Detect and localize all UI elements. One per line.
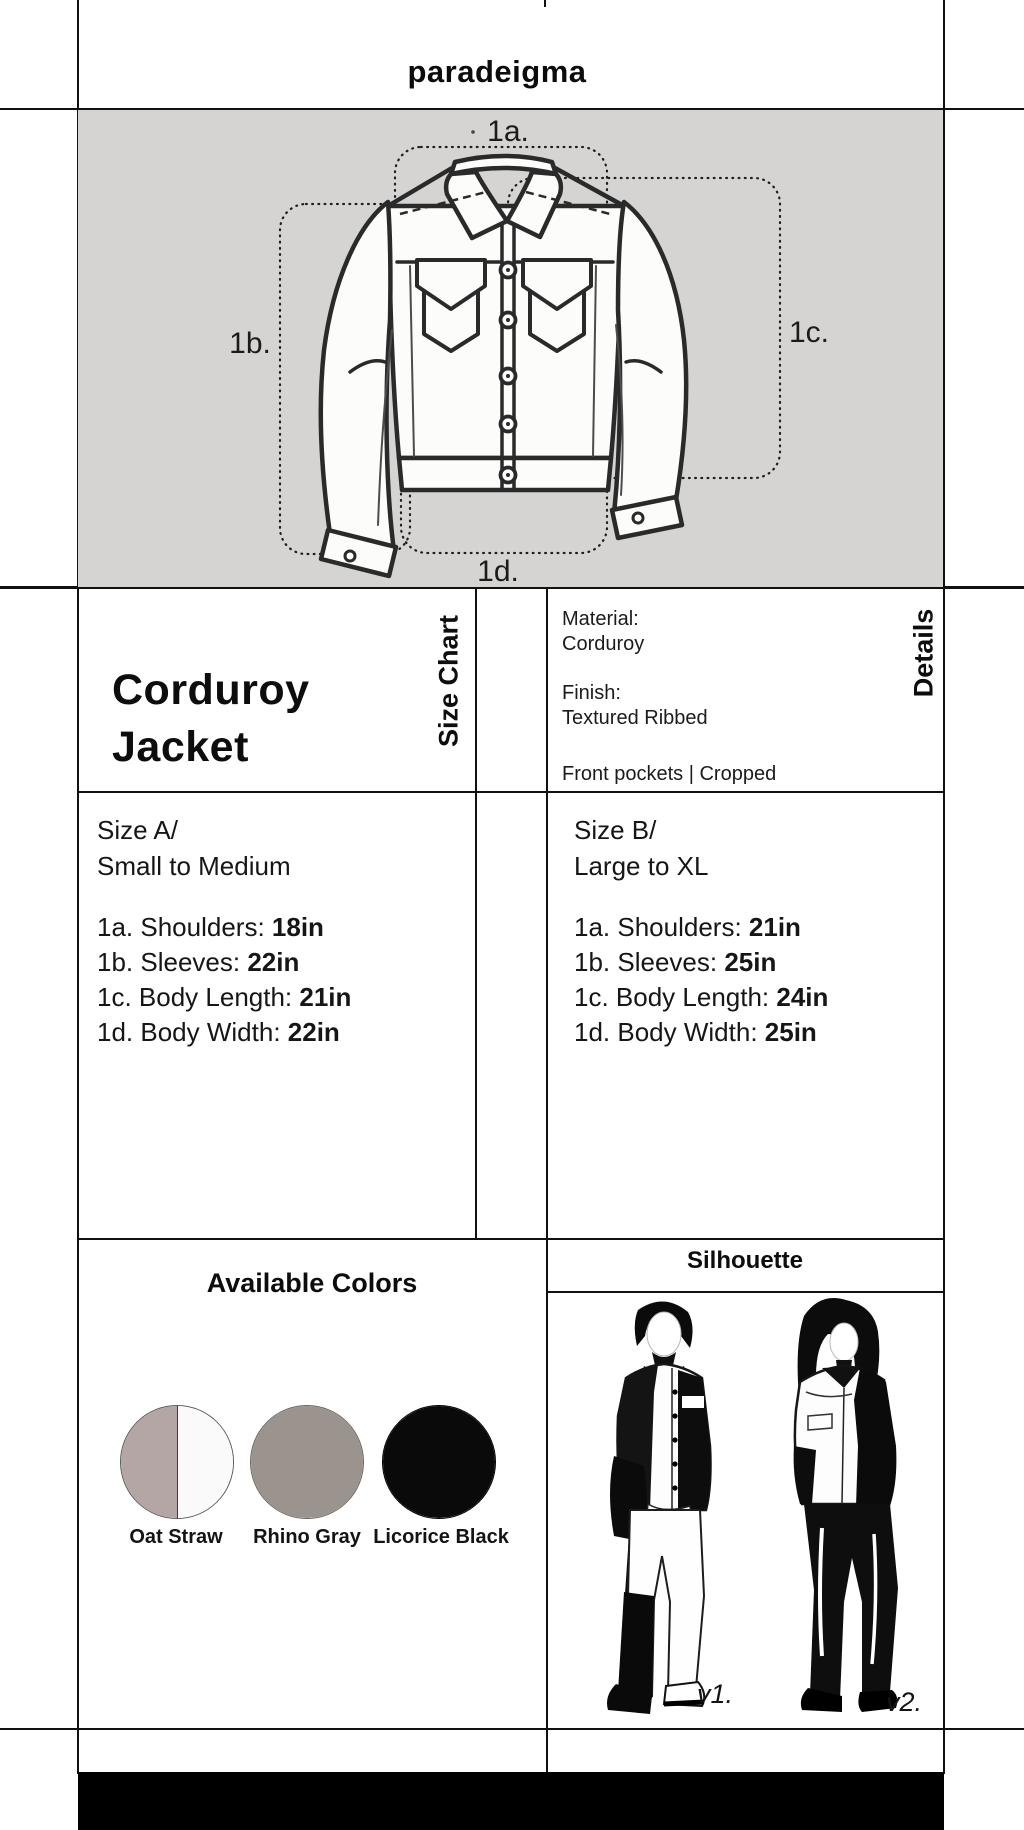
v2-face <box>830 1323 858 1361</box>
swatch-label-oat-straw: Oat Straw <box>129 1526 223 1548</box>
silhouette-photos <box>560 1296 940 1726</box>
size-b-row-sleeves <box>574 945 828 980</box>
left-cuff-button <box>345 551 355 561</box>
silhouette-header-line <box>546 1291 945 1293</box>
v2-pocket-flap <box>808 1414 832 1430</box>
size-column-a <box>97 812 351 1050</box>
row-value: 25in <box>764 1017 817 1047</box>
v1-dark-chest <box>678 1370 711 1510</box>
silhouette-figure-v2 <box>794 1298 898 1712</box>
product-title-line2: Jacket <box>112 723 249 771</box>
size-b-name: Size B/ <box>574 815 657 845</box>
material-value: Corduroy <box>562 633 645 655</box>
swatch-label-rhino-gray: Rhino Gray <box>253 1526 361 1548</box>
silhouette-figure-v1 <box>607 1301 711 1714</box>
inner-divider-a <box>475 586 477 1240</box>
swatch-rhino-gray-fill <box>251 1406 363 1518</box>
finish-value: Textured Ribbed <box>562 707 708 729</box>
footer-black-bar <box>78 1772 944 1830</box>
row-value: 21in <box>299 982 352 1012</box>
bottom-row-line <box>0 1728 1024 1730</box>
swatch-licorice-black <box>382 1405 496 1519</box>
jacket-left-sleeve <box>321 202 394 551</box>
title-row-bottom-line <box>77 791 945 793</box>
v1-face <box>647 1312 681 1356</box>
brand-logo: paradeigma <box>407 54 587 89</box>
right-cuff-button <box>633 513 643 523</box>
row-value: 24in <box>776 982 829 1012</box>
available-colors-heading: Available Colors <box>206 1268 418 1298</box>
product-title-line1: Corduroy <box>112 666 310 714</box>
diagram-label-1c: 1c. <box>788 316 830 349</box>
size-chart-rotated-label: Size Chart <box>433 614 464 748</box>
v2-dark-cuff <box>794 1446 816 1504</box>
row-value: 21in <box>748 912 801 942</box>
swatch-oat-straw-left-half <box>121 1406 177 1518</box>
row-label: 1a. Shoulders: <box>97 912 265 942</box>
features-text: Front pockets | Cropped <box>562 763 777 785</box>
swatch-label-licorice-black: Licorice Black <box>373 1526 509 1548</box>
version-label-v2: v2. <box>886 1687 923 1717</box>
material-label: Material: <box>562 608 639 630</box>
top-center-tick <box>544 0 546 7</box>
size-a-row-body-width <box>97 1015 351 1050</box>
size-a-row-body-length <box>97 980 351 1015</box>
row-value: 18in <box>271 912 324 942</box>
diagram-label-1d: 1d. <box>477 555 519 587</box>
finish-label: Finish: <box>562 682 621 704</box>
v1-left-boot <box>618 1592 654 1698</box>
stray-dot <box>471 130 475 134</box>
row-label: 1b. Sleeves: <box>574 947 718 977</box>
details-rotated-label: Details <box>908 608 939 698</box>
row-label: 1b. Sleeves: <box>97 947 241 977</box>
inner-divider-b <box>546 586 548 1774</box>
size-a-name: Size A/ <box>97 815 178 845</box>
size-a-row-sleeves <box>97 945 351 980</box>
right-border-line <box>943 0 945 1774</box>
version-label-v1: v1. <box>697 1679 734 1709</box>
swatch-licorice-black-fill <box>383 1406 495 1518</box>
size-b-row-body-length <box>574 980 828 1015</box>
size-a-row-shoulders <box>97 910 351 945</box>
row-label: 1c. Body Length: <box>574 982 770 1012</box>
diagram-label-1a: 1a. <box>487 115 529 148</box>
jacket-technical-drawing <box>78 110 943 587</box>
details-block <box>562 607 776 787</box>
diagram-label-1b: 1b. <box>229 327 271 360</box>
row-value: 22in <box>247 947 300 977</box>
row-label: 1c. Body Length: <box>97 982 293 1012</box>
size-b-range: Large to XL <box>574 851 709 881</box>
row-value: 25in <box>724 947 777 977</box>
product-title <box>112 662 310 776</box>
shoulder-lines <box>388 168 624 206</box>
size-row-bottom-line <box>77 1238 945 1240</box>
size-column-b <box>574 812 828 1050</box>
row-label: 1d. Body Width: <box>97 1017 281 1047</box>
row-label: 1a. Shoulders: <box>574 912 742 942</box>
jacket-diagram-panel <box>78 110 943 587</box>
row-label: 1d. Body Width: <box>574 1017 758 1047</box>
swatch-rhino-gray <box>250 1405 364 1519</box>
v2-dark-side <box>854 1368 896 1506</box>
size-a-range: Small to Medium <box>97 851 291 881</box>
row-value: 22in <box>287 1017 340 1047</box>
jacket-right-sleeve <box>614 202 686 514</box>
size-b-row-shoulders <box>574 910 828 945</box>
v1-pocket-highlight <box>682 1396 704 1408</box>
size-b-row-body-width <box>574 1015 828 1050</box>
swatch-oat-straw-right-half <box>177 1406 233 1518</box>
silhouette-heading: Silhouette <box>686 1247 804 1274</box>
swatch-oat-straw <box>120 1405 234 1519</box>
